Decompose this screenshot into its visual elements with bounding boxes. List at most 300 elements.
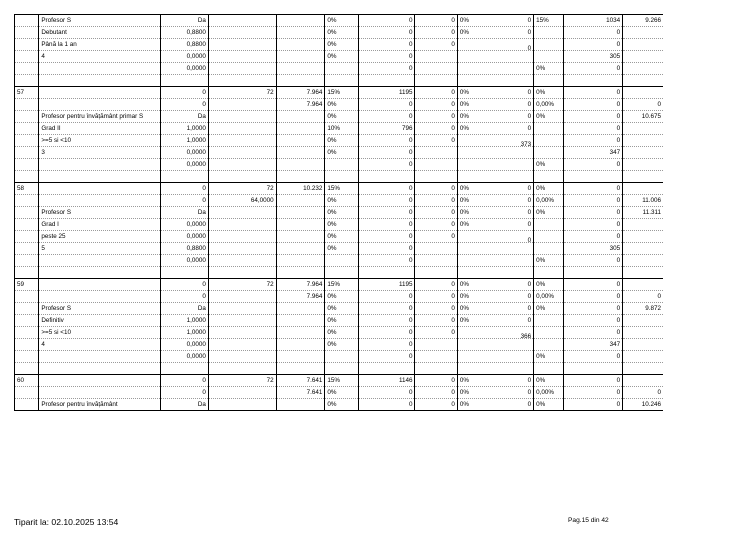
table-cell <box>534 327 564 339</box>
table-cell: 0 <box>563 255 622 267</box>
table-cell: 0 <box>161 87 209 99</box>
table-cell <box>276 327 325 339</box>
table-row <box>15 183 664 195</box>
table-cell: 0 <box>563 195 622 207</box>
table-cell <box>208 27 276 39</box>
table-cell <box>457 63 533 75</box>
table-cell: Debutant <box>39 27 161 39</box>
table-row <box>15 39 664 51</box>
table-cell: 0 <box>415 387 457 399</box>
table-cell <box>623 147 663 159</box>
table-cell: 10.232 <box>276 183 325 195</box>
table-cell: 0 <box>623 291 663 303</box>
table-cell: 15% <box>325 183 359 195</box>
table-cell <box>325 159 359 171</box>
table-cell <box>457 195 533 207</box>
table-cell: 0 <box>415 183 457 195</box>
table-cell: 0 <box>359 15 415 27</box>
table-cell: 0 <box>563 87 622 99</box>
table-cell: 0 <box>359 207 415 219</box>
table-cell <box>534 75 564 87</box>
table-cell: 0 <box>415 315 457 327</box>
table-cell: 0 <box>359 159 415 171</box>
table-cell <box>276 339 325 351</box>
table-cell <box>457 303 533 315</box>
table-cell: 3 <box>39 147 161 159</box>
table-row <box>15 279 664 291</box>
table-cell <box>623 159 663 171</box>
table-cell: 15% <box>325 279 359 291</box>
table-cell <box>208 351 276 363</box>
table-cell <box>457 363 533 375</box>
table-cell: 0 <box>161 183 209 195</box>
table-cell-part: 0% <box>459 100 469 108</box>
table-cell: 0 <box>359 339 415 351</box>
table-row <box>15 255 664 267</box>
table-cell <box>39 291 161 303</box>
table-cell-part: 0 <box>527 16 532 24</box>
table-cell <box>534 123 564 135</box>
table-cell <box>15 243 39 255</box>
table-cell: 0 <box>359 399 415 411</box>
table-cell-part: 0% <box>459 124 469 132</box>
table-cell <box>325 267 359 279</box>
table-cell <box>457 123 533 135</box>
table-cell: 0 <box>359 147 415 159</box>
table-cell: 7.964 <box>276 279 325 291</box>
table-cell: 15% <box>534 15 564 27</box>
table-cell: 0 <box>563 219 622 231</box>
table-row <box>15 351 664 363</box>
table-row <box>15 267 664 279</box>
table-cell-part: 0% <box>459 376 469 384</box>
table-cell: 1,0000 <box>161 315 209 327</box>
table-cell: 0 <box>359 183 415 195</box>
table-cell: 347 <box>563 339 622 351</box>
table-cell <box>208 255 276 267</box>
table-cell <box>359 171 415 183</box>
table-cell <box>623 171 663 183</box>
table-cell: 72 <box>208 87 276 99</box>
table-cell: 0 <box>415 111 457 123</box>
table-cell <box>15 99 39 111</box>
table-cell: 0% <box>534 63 564 75</box>
table-cell: 0% <box>325 387 359 399</box>
table-cell: 0 <box>359 387 415 399</box>
table-cell <box>457 255 533 267</box>
table-cell <box>208 159 276 171</box>
table-cell: 0 <box>415 27 457 39</box>
table-cell: Până la 1 an <box>39 39 161 51</box>
table-cell: 0 <box>359 255 415 267</box>
table-cell: 0,00% <box>534 387 564 399</box>
table-cell <box>276 75 325 87</box>
table-cell: 305 <box>563 51 622 63</box>
table-cell <box>208 207 276 219</box>
table-cell: 0 <box>415 279 457 291</box>
table-cell: 0 <box>563 159 622 171</box>
table-cell: Da <box>161 207 209 219</box>
table-cell <box>415 267 457 279</box>
table-cell: 0% <box>325 99 359 111</box>
table-cell <box>457 399 533 411</box>
table-cell: 64,0000 <box>208 195 276 207</box>
table-cell <box>161 267 209 279</box>
table-cell <box>457 243 533 255</box>
table-cell <box>457 99 533 111</box>
table-cell: 0 <box>359 219 415 231</box>
table-cell <box>534 171 564 183</box>
table-cell: 0 <box>161 279 209 291</box>
table-cell <box>457 231 533 243</box>
table-cell: 0% <box>325 147 359 159</box>
table-cell <box>415 75 457 87</box>
table-cell: Profesor S <box>39 15 161 27</box>
table-cell-part: 0% <box>459 88 469 96</box>
table-cell: 0 <box>563 399 622 411</box>
table-cell: 0,8800 <box>161 27 209 39</box>
table-cell: 0 <box>563 27 622 39</box>
table-cell <box>15 327 39 339</box>
table-cell <box>15 219 39 231</box>
table-row <box>15 195 664 207</box>
table-cell <box>534 39 564 51</box>
table-cell <box>457 171 533 183</box>
table-cell: 0 <box>359 291 415 303</box>
table-cell <box>534 339 564 351</box>
table-cell: 0 <box>563 63 622 75</box>
table-cell <box>415 363 457 375</box>
table-cell: 10.246 <box>623 399 663 411</box>
table-cell <box>208 63 276 75</box>
table-cell <box>457 135 533 147</box>
table-cell <box>208 327 276 339</box>
table-cell <box>15 39 39 51</box>
table-cell: 0 <box>563 279 622 291</box>
table-cell <box>39 255 161 267</box>
table-cell <box>15 51 39 63</box>
table-cell: 0,8800 <box>161 39 209 51</box>
table-cell: 0% <box>325 135 359 147</box>
table-cell: Da <box>161 111 209 123</box>
table-cell-part: 0% <box>459 208 469 216</box>
table-cell <box>15 339 39 351</box>
table-cell <box>623 231 663 243</box>
table-cell-part: 0 <box>527 280 532 288</box>
table-cell <box>623 51 663 63</box>
table-cell <box>208 315 276 327</box>
table-cell <box>15 75 39 87</box>
table-cell-part: 0 <box>527 316 532 324</box>
table-cell: 0 <box>359 195 415 207</box>
table-row <box>15 231 664 243</box>
table-cell <box>276 195 325 207</box>
table-cell: 72 <box>208 375 276 387</box>
table-cell <box>161 75 209 87</box>
table-cell: 0 <box>161 375 209 387</box>
table-cell-part: 0 <box>527 100 532 108</box>
table-cell <box>623 183 663 195</box>
table-cell: 0,0000 <box>161 219 209 231</box>
table-cell: 0 <box>415 135 457 147</box>
table-cell-part: 0 <box>527 388 532 396</box>
table-cell: Da <box>161 399 209 411</box>
table-cell <box>623 363 663 375</box>
table-cell: 0% <box>534 207 564 219</box>
table-cell <box>623 375 663 387</box>
table-cell: Da <box>161 15 209 27</box>
table-cell <box>325 75 359 87</box>
table-cell <box>457 159 533 171</box>
table-cell <box>325 363 359 375</box>
page-number: Pag.15 din 42 <box>568 517 609 524</box>
table-cell-part: 373 <box>520 140 532 147</box>
table-cell: 0,0000 <box>161 339 209 351</box>
table-cell <box>457 75 533 87</box>
table-cell: 0 <box>415 207 457 219</box>
table-cell <box>276 363 325 375</box>
table-row <box>15 327 664 339</box>
table-cell: 0% <box>534 303 564 315</box>
table-cell <box>208 399 276 411</box>
table-cell: 0% <box>325 27 359 39</box>
table-row <box>15 51 664 63</box>
table-cell <box>359 363 415 375</box>
table-cell-part: 0 <box>527 292 532 300</box>
table-cell: 0 <box>415 39 457 51</box>
table-cell <box>15 15 39 27</box>
table-cell: 0% <box>325 303 359 315</box>
table-cell: Profesor S <box>39 303 161 315</box>
table-cell: 60 <box>15 375 39 387</box>
table-cell <box>39 387 161 399</box>
table-cell-part: 0% <box>459 304 469 312</box>
table-cell: 0 <box>415 375 457 387</box>
table-cell <box>276 123 325 135</box>
table-cell: 0 <box>359 99 415 111</box>
table-cell: 15% <box>325 87 359 99</box>
table-cell <box>208 99 276 111</box>
table-cell <box>457 351 533 363</box>
table-cell <box>457 267 533 279</box>
table-cell: 0 <box>415 123 457 135</box>
table-cell <box>534 243 564 255</box>
table-cell: >=5 si <10 <box>39 135 161 147</box>
table-cell: 347 <box>563 147 622 159</box>
table-cell <box>415 171 457 183</box>
table-cell: 0 <box>359 135 415 147</box>
table-cell <box>15 159 39 171</box>
table-cell: 0,00% <box>534 195 564 207</box>
table-row <box>15 27 664 39</box>
table-cell <box>623 339 663 351</box>
table-cell <box>208 303 276 315</box>
table-cell <box>415 243 457 255</box>
table-cell: 1,0000 <box>161 123 209 135</box>
table-cell: Grad II <box>39 123 161 135</box>
table-cell <box>325 255 359 267</box>
table-cell <box>208 147 276 159</box>
table-cell: 58 <box>15 183 39 195</box>
table-cell <box>276 399 325 411</box>
table-cell <box>276 147 325 159</box>
table-cell: 0 <box>415 219 457 231</box>
table-cell: 7.964 <box>276 87 325 99</box>
table-cell: 0 <box>563 231 622 243</box>
table-cell: 0% <box>534 351 564 363</box>
table-cell: 0,0000 <box>161 351 209 363</box>
table-cell <box>457 27 533 39</box>
table-cell <box>457 375 533 387</box>
report-table <box>14 14 663 411</box>
table-cell <box>415 159 457 171</box>
table-cell <box>534 267 564 279</box>
table-cell <box>359 75 415 87</box>
table-cell <box>208 15 276 27</box>
table-cell-part: 0 <box>527 196 532 204</box>
table-cell: 1,0000 <box>161 135 209 147</box>
table-cell <box>534 219 564 231</box>
table-cell <box>457 111 533 123</box>
table-cell: Profesor pentru învățământ primar S <box>39 111 161 123</box>
table-cell: 0% <box>534 279 564 291</box>
table-cell <box>563 171 622 183</box>
table-cell: 0 <box>415 231 457 243</box>
table-cell: Grad I <box>39 219 161 231</box>
table-cell <box>457 15 533 27</box>
table-cell <box>415 351 457 363</box>
report-table-container <box>14 14 663 411</box>
table-cell <box>623 27 663 39</box>
table-cell <box>39 195 161 207</box>
table-cell: 0 <box>415 195 457 207</box>
table-cell: 0% <box>534 183 564 195</box>
table-cell: 0% <box>325 207 359 219</box>
table-cell-part: 0% <box>459 196 469 204</box>
table-cell <box>161 363 209 375</box>
table-cell: 0 <box>161 291 209 303</box>
table-cell <box>623 75 663 87</box>
table-cell: 0% <box>325 15 359 27</box>
table-cell: 9.872 <box>623 303 663 315</box>
table-cell: 0% <box>325 39 359 51</box>
table-cell <box>457 327 533 339</box>
table-cell <box>15 111 39 123</box>
table-cell: 57 <box>15 87 39 99</box>
table-cell <box>208 339 276 351</box>
table-cell-part: 0 <box>527 304 532 312</box>
table-cell <box>623 279 663 291</box>
table-row <box>15 135 664 147</box>
table-cell: 0 <box>359 327 415 339</box>
table-cell-part: 0% <box>459 28 469 36</box>
table-cell <box>208 135 276 147</box>
table-cell <box>15 303 39 315</box>
table-cell <box>276 267 325 279</box>
table-cell-part: 0 <box>527 44 532 51</box>
table-cell-part: 0% <box>459 16 469 24</box>
table-cell: 0% <box>534 399 564 411</box>
table-cell: 1195 <box>359 87 415 99</box>
table-cell <box>39 75 161 87</box>
table-cell <box>276 231 325 243</box>
table-cell <box>534 363 564 375</box>
table-cell <box>415 255 457 267</box>
table-cell <box>208 39 276 51</box>
table-cell <box>39 267 161 279</box>
table-cell: 4 <box>39 339 161 351</box>
table-cell <box>15 195 39 207</box>
table-cell: 0 <box>359 303 415 315</box>
table-row <box>15 171 664 183</box>
table-cell: 7.964 <box>276 99 325 111</box>
table-cell: 0% <box>534 87 564 99</box>
table-cell <box>457 315 533 327</box>
table-cell: 0 <box>563 315 622 327</box>
table-cell-part: 0 <box>527 376 532 384</box>
table-cell <box>457 207 533 219</box>
table-cell: 0 <box>563 135 622 147</box>
table-cell <box>623 123 663 135</box>
table-cell <box>534 27 564 39</box>
table-cell <box>39 171 161 183</box>
table-cell <box>457 183 533 195</box>
table-cell <box>208 363 276 375</box>
table-cell: 0 <box>415 15 457 27</box>
table-cell: 7.964 <box>276 291 325 303</box>
table-cell <box>415 51 457 63</box>
table-cell: 0 <box>563 327 622 339</box>
table-cell <box>39 363 161 375</box>
table-cell: 0% <box>325 51 359 63</box>
table-cell: 72 <box>208 183 276 195</box>
table-cell <box>39 279 161 291</box>
table-cell-part: 0 <box>527 124 532 132</box>
table-cell <box>276 111 325 123</box>
table-cell: >=5 si <10 <box>39 327 161 339</box>
table-cell <box>623 327 663 339</box>
table-cell <box>276 63 325 75</box>
table-cell-part: 0 <box>527 28 532 36</box>
table-cell: 0 <box>359 243 415 255</box>
table-cell: 0% <box>325 339 359 351</box>
table-cell: 0 <box>359 27 415 39</box>
table-row <box>15 15 664 27</box>
table-cell: Da <box>161 303 209 315</box>
table-row <box>15 399 664 411</box>
table-cell <box>15 171 39 183</box>
table-cell: 0,0000 <box>161 231 209 243</box>
table-cell-part: 0% <box>459 292 469 300</box>
table-cell <box>359 267 415 279</box>
table-cell <box>623 135 663 147</box>
table-row <box>15 111 664 123</box>
table-cell: 0,8800 <box>161 243 209 255</box>
table-cell <box>623 351 663 363</box>
table-cell: 0% <box>325 399 359 411</box>
table-cell <box>15 231 39 243</box>
table-row <box>15 159 664 171</box>
table-cell: 0 <box>359 63 415 75</box>
table-cell: 0 <box>415 327 457 339</box>
table-cell <box>276 219 325 231</box>
table-cell <box>534 51 564 63</box>
table-cell: 1195 <box>359 279 415 291</box>
table-cell <box>325 171 359 183</box>
table-row <box>15 387 664 399</box>
table-cell: 0 <box>563 387 622 399</box>
table-cell: 15% <box>325 375 359 387</box>
